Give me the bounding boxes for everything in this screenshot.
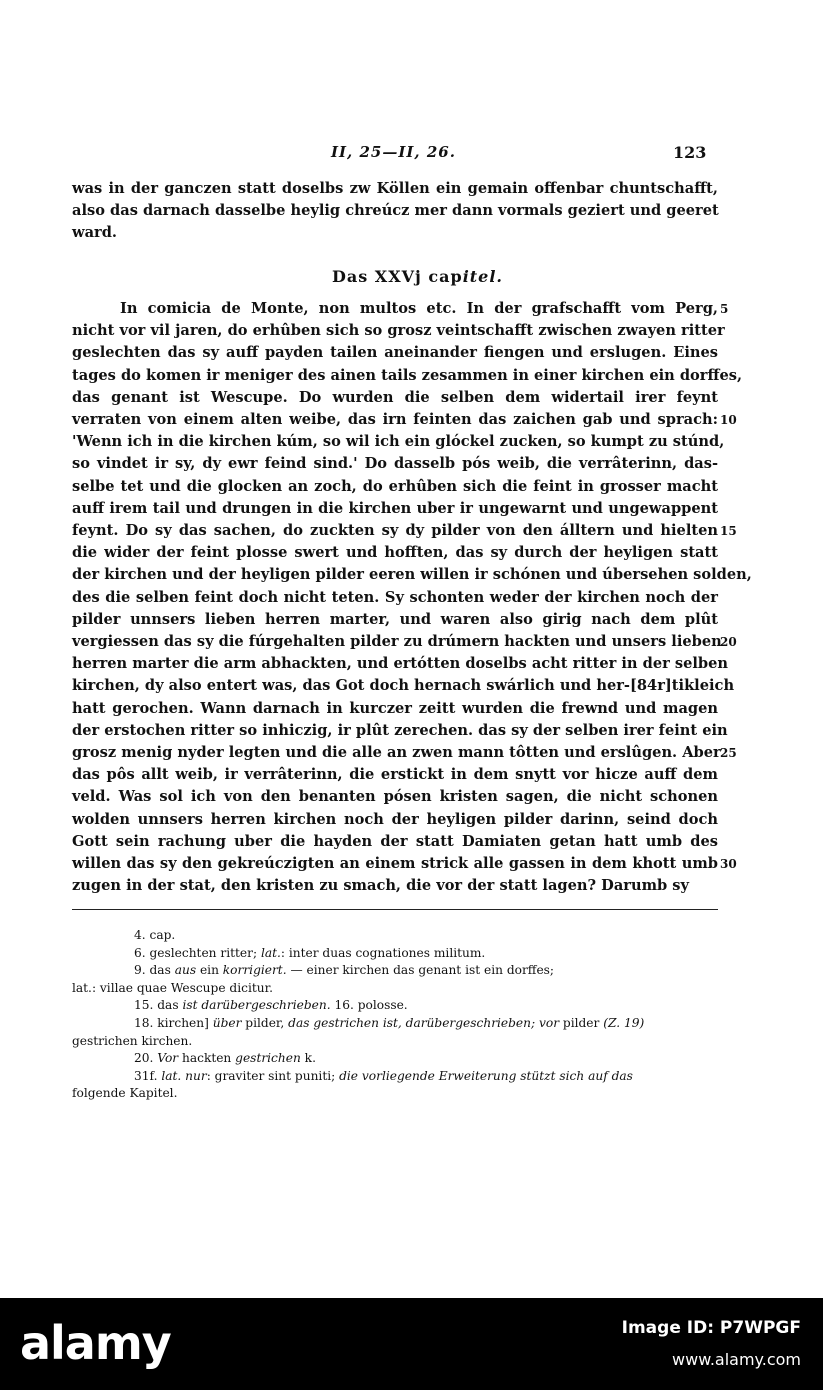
text-line: grosz menig nyder legten und die alle an zwen mann tôtten und erslûgen. Aber (72, 744, 721, 762)
footnote-fragment: 6. geslechten ritter; (134, 945, 261, 960)
text-line: herren marter die arm abhackten, und ertótten doselbs acht ritter in der selben (72, 655, 729, 673)
text-line: das genant ist Wescupe. Do wurden die selben dem widertail irer feynt (72, 388, 718, 406)
running-head (0, 138, 823, 168)
footnote (72, 1068, 718, 1086)
footnote-fragment: pilder (559, 1015, 604, 1030)
footnote-fragment: lat. (72, 980, 92, 995)
footnote-fragment: ein (196, 963, 223, 978)
text-line: der erstochen ritter so inhiczig, ir plût zerechen. das sy der selben irer feint ein (72, 721, 728, 739)
text-line: hatt gerochen. Wann darnach in kurczer zeitt wurden die frewnd und magen (72, 699, 718, 717)
running-head-title: II, 25—II, 26. (331, 143, 456, 161)
footnote-fragment: die vorliegende Erweiterung stützt sich auf das (339, 1068, 633, 1083)
footnote-fragment: hackten (178, 1051, 236, 1066)
image-id: Image ID: P7WPGF (621, 1318, 801, 1338)
footnote (72, 962, 718, 980)
text-line: vergiessen das sy die fúrgehalten pilder zu drúmern hackten und unsers lieben (72, 633, 722, 651)
page-number: 123 (673, 143, 707, 162)
footnote-fragment: pilder, (241, 1015, 289, 1030)
footnote (72, 927, 718, 945)
footnote-fragment: 31f. (134, 1068, 162, 1083)
footnote (72, 1050, 718, 1068)
text-line: feynt. Do sy das sachen, do zuckten sy dy pilder von den álltern und hielten (72, 522, 718, 540)
text-line: wolden unnsers herren kirchen noch der heyligen pilder darinn, seind doch (72, 810, 718, 828)
line-number: 5 (720, 302, 729, 316)
footnote-fragment: : villae quae Wescupe dicitur. (91, 980, 273, 995)
footnotes (72, 927, 718, 1103)
line-number: 10 (720, 413, 737, 427)
footnote (72, 980, 718, 998)
footnote-fragment: kirchen. (137, 1033, 193, 1048)
footnote-fragment: korrigiert. (222, 963, 287, 978)
footnote-fragment: 18. kirchen] (134, 1015, 213, 1030)
text-line: veld. Was sol ich von den benanten pósen kristen sagen, die nicht schonen (72, 788, 718, 806)
footnote-fragment: (Z. 19) (603, 1015, 645, 1030)
intro-paragraph (72, 178, 718, 245)
text-line: so vindet ir sy, dy ewr feind sind.' Do dasselb pós weib, die verrâterinn, das- (72, 455, 718, 473)
text-line: willen das sy den gekreúczigten an einem strick alle gassen in dem khott umb (72, 855, 718, 873)
text-line: des die selben feint doch nicht teten. Sy schonten weder der kirchen noch der (72, 588, 718, 606)
footnote-fragment: 4. cap. (134, 928, 176, 942)
footnote-fragment: 20. (134, 1051, 158, 1066)
text-line: nicht vor vil jaren, do erhûben sich so grosz veintschafft zwischen zwayen ritter (72, 322, 725, 340)
line-number: 15 (720, 524, 737, 538)
text-line: was in der ganczen statt doselbs zw Köllen ein gemain offenbar chuntschafft, (72, 180, 718, 197)
footnote-fragment: 9. das (134, 963, 175, 978)
text-line: kirchen, dy also entert was, das Got doch hernach swárlich und her-[84r]tikleich (72, 677, 735, 695)
footnote-fragment: das gestrichen ist, darübergeschrieben; vor (288, 1015, 560, 1030)
text-line: Gott sein rachung uber die hayden der statt Damiaten getan hatt umb des (72, 832, 718, 850)
footnote-fragment: 16. polosse. (330, 998, 408, 1013)
footnote-fragment: lat. (260, 945, 281, 960)
text-line: also das darnach dasselbe heylig chreúcz mer dann vormals geziert und geeret (72, 202, 719, 220)
footnote-rule (72, 909, 718, 910)
text-line: 'Wenn ich in die kirchen kúm, so wil ich ein glóckel zucken, so kumpt zu stúnd, (72, 433, 725, 451)
footnote-fragment: k. (300, 1051, 316, 1066)
footnote (72, 1015, 718, 1033)
text-line: selbe tet und die glocken an zoch, do erhûben sich die feint in grosser macht (72, 477, 718, 495)
text-line: zugen in der stat, den kristen zu smach, die vor der statt lagen? Darumb sy (72, 877, 689, 895)
footnote-fragment: aus (174, 963, 197, 978)
footnote-fragment: : inter duas cognationes militum. (280, 945, 486, 960)
footnote-fragment: : graviter sint puniti; (206, 1068, 340, 1083)
footnote-fragment: gestrichen (72, 1033, 138, 1048)
line-number: 20 (720, 635, 737, 649)
text-line: die wider der feint plosse swert und hofften, das sy durch der heyligen statt (72, 544, 718, 562)
text-line: das pôs allt weib, ir verrâterinn, die erstickt in dem snytt vor hicze auff dem (72, 766, 718, 784)
footnote-fragment: 15. das (134, 998, 183, 1013)
footnote (72, 1085, 718, 1103)
text-line: der kirchen und der heyligen pilder eeren willen ir schónen und úbersehen solden, (72, 566, 752, 584)
text-line: geslechten das sy auff payden tailen aneinander fiengen und erslugen. Eines (72, 344, 718, 362)
footnote-fragment: Vor (157, 1051, 179, 1066)
footnote (72, 997, 718, 1015)
text-line: tages do komen ir meniger des ainen tails zesammen in einer kirchen ein dorffes, (72, 366, 743, 384)
text-line: In comicia de Monte, non multos etc. In der grafschafft vom Perg, (120, 300, 718, 317)
footnote-fragment: ist darübergeschrieben. (182, 998, 331, 1013)
watermark-bar (0, 1298, 823, 1390)
line-number: 30 (720, 857, 737, 871)
footnote-fragment: gestrichen (235, 1051, 301, 1066)
footnote-fragment: — einer kirchen das genant ist ein dorffes; (286, 963, 555, 978)
line-number: 25 (720, 746, 737, 760)
footnote (72, 1033, 718, 1051)
site-url: www.alamy.com (672, 1350, 801, 1369)
chapter-heading-roman: Das XXVj cap (331, 267, 463, 286)
footnote-fragment: über (212, 1015, 242, 1030)
footnote-fragment: folgende Kapitel. (72, 1086, 178, 1101)
chapter-heading (0, 267, 823, 286)
text-line: verraten von einem alten weibe, das irn feinten das zaichen gab und sprach: (72, 411, 718, 429)
footnote (72, 945, 718, 963)
alamy-logo: alamy (20, 1316, 171, 1370)
chapter-heading-italic: itel. (462, 267, 503, 286)
text-line: pilder unnsers lieben herren marter, und waren also girig nach dem plût (72, 610, 718, 628)
footnote-fragment: lat. nur (161, 1068, 207, 1083)
text-line: ward. (72, 224, 117, 242)
text-line: auff irem tail und drungen in die kirchen uber ir ungewarnt und ungewappent (72, 499, 718, 517)
